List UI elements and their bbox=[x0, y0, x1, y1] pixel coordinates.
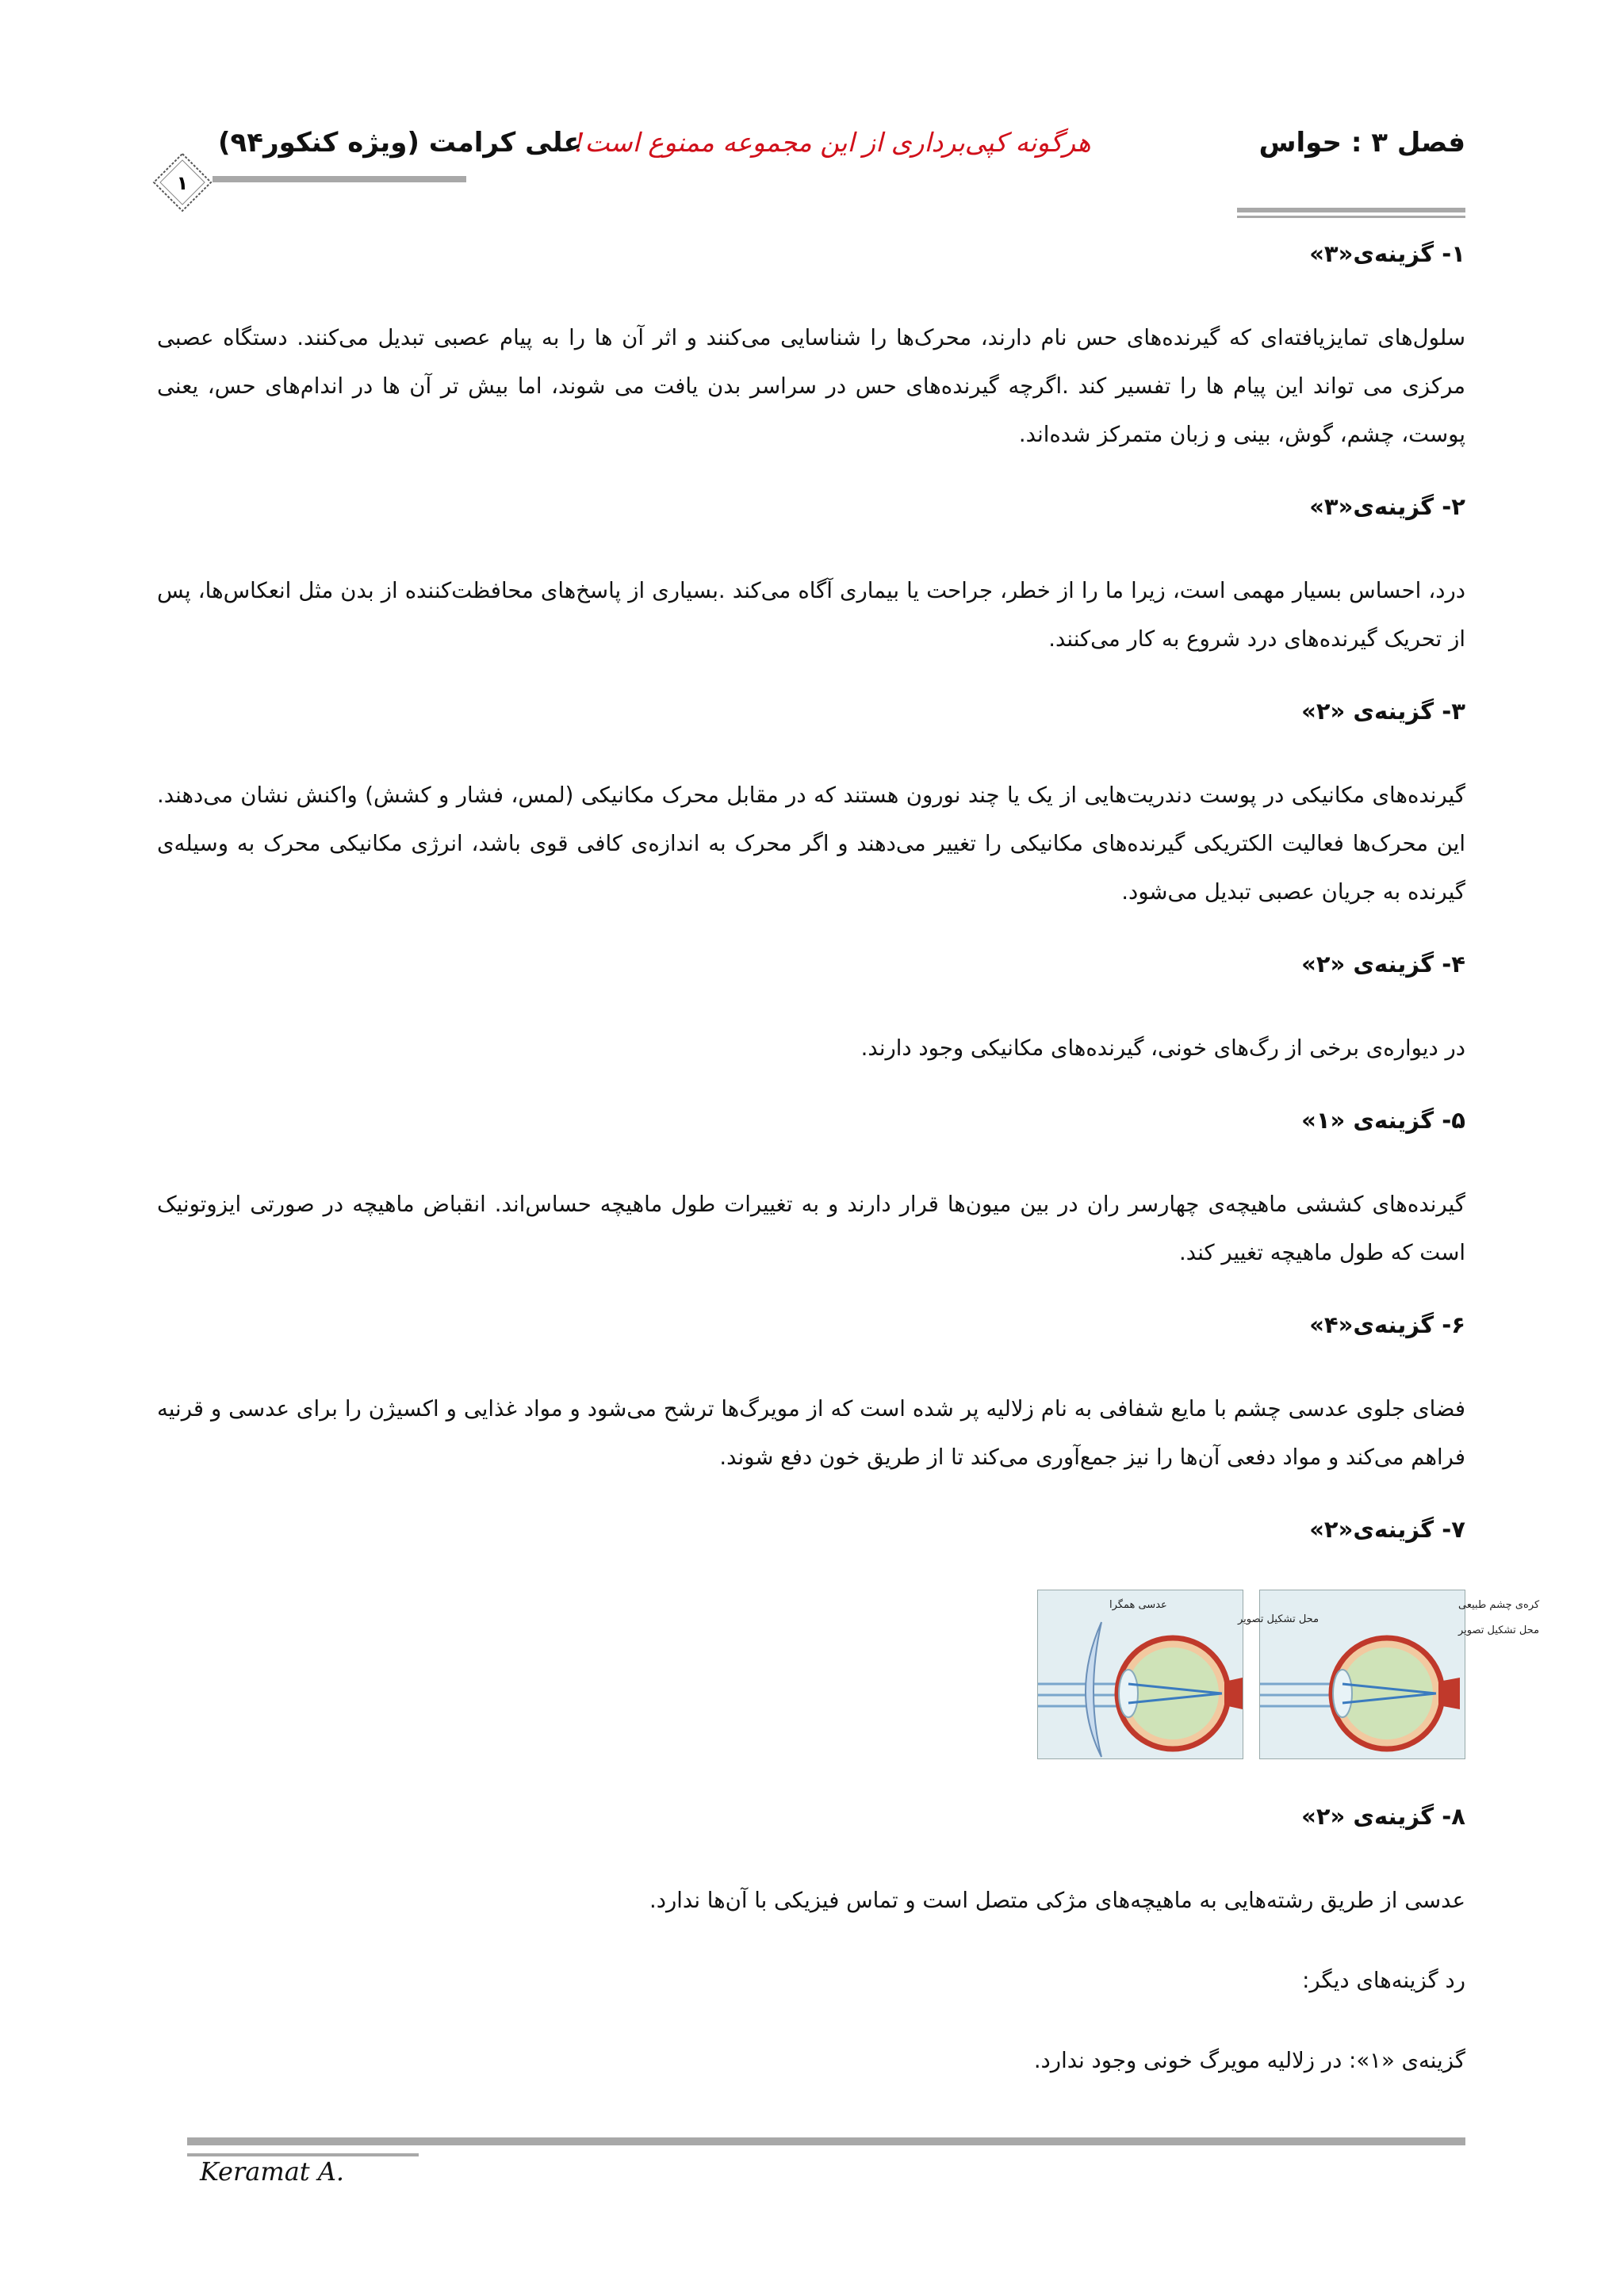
page-number-badge bbox=[151, 151, 214, 214]
figure-label: محل تشکیل تصویر bbox=[1458, 1624, 1540, 1636]
answer-paragraph: درد، احساس بسیار مهمی است، زیرا ما را از خطر، جراحت یا بیماری آگاه می‌کند .بسیاری از پاسخ‌های محافظت‌کننده از بدن مثل انعکاس‌ها، پس از تحریک گیرنده‌های درد شروع به کار می‌کنند. bbox=[157, 578, 1465, 652]
eye-figures bbox=[157, 1590, 1540, 1759]
answer-body bbox=[157, 1877, 1465, 2085]
answer-title: ۵- گزینه‌ی «۱» bbox=[1301, 1107, 1465, 1134]
footer-rule-full bbox=[187, 2137, 1465, 2145]
answer-body bbox=[157, 314, 1465, 459]
answer-body bbox=[157, 771, 1465, 916]
answer-title: ۷- گزینه‌ی«۲» bbox=[1309, 1516, 1465, 1543]
chapter-title: فصل ۳ : حواس bbox=[1258, 127, 1465, 159]
answer-title: ۴- گزینه‌ی «۲» bbox=[1301, 951, 1465, 978]
figure-label: عدسی همگرا bbox=[1109, 1599, 1167, 1611]
answer-title: ۲- گزینه‌ی«۳» bbox=[1309, 493, 1465, 520]
header-rule-right bbox=[1237, 208, 1465, 212]
author-title: علی کرامت (ویژه کنکور۹۴) bbox=[218, 127, 582, 159]
answer-paragraph: گیرنده‌های مکانیکی در پوست دندریت‌هایی از یک یا چند نورون هستند که در مقابل محرک مکانیکی (لمس، فشار و کشش) واکنش نشان می‌دهند. این محرک‌ها فعالیت الکتریکی گیرنده‌های مکانیکی را تغییر می‌دهند و اگر محرک به اندازه‌ی کافی قوی باشد، انرژی مکانیکی محرک به وسیله‌ی گیرنده به جریان عصبی تبدیل می‌شود. bbox=[157, 783, 1465, 905]
header-rule-right-2 bbox=[1237, 216, 1465, 218]
page-number: ۱ bbox=[176, 172, 189, 194]
answer-title: ۸- گزینه‌ی «۲» bbox=[1301, 1803, 1465, 1830]
answer-list bbox=[157, 238, 1540, 2117]
signature: Keramat A. bbox=[200, 2156, 345, 2187]
answer-paragraph: گیرنده‌های کششی ماهیچه‌ی چهارسر ران در بین میون‌ها قرار دارند و به تغییرات طول ماهیچه حساس‌اند. انقباض ماهیچه در صورتی ایزوتونیک است که طول ماهیچه تغییر کند. bbox=[157, 1192, 1465, 1265]
answer-paragraph: گزینه‌ی «۱»: در زلالیه مویرگ خونی وجود ندارد. bbox=[1033, 2048, 1465, 2073]
answer-paragraph: رد گزینه‌های دیگر: bbox=[1302, 1968, 1465, 1993]
answer-title: ۶- گزینه‌ی«۴» bbox=[1309, 1311, 1465, 1338]
answer-paragraph: در دیواره‌ی برخی از رگ‌های خونی، گیرنده‌های مکانیکی وجود دارند. bbox=[860, 1035, 1465, 1061]
answer-body bbox=[157, 1181, 1465, 1277]
answer-title: ۳- گزینه‌ی «۲» bbox=[1301, 698, 1465, 725]
answer-paragraph: عدسی از طریق رشته‌هایی به ماهیچه‌های مژکی متصل است و تماس فیزیکی با آن‌ها ندارد. bbox=[649, 1888, 1465, 1913]
figure-label: محل تشکیل تصویر bbox=[1238, 1613, 1320, 1625]
header-rule-left bbox=[213, 176, 466, 182]
answer-paragraph: سلول‌های تمایزیافته‌ای که گیرنده‌های حس نام دارند، محرک‌ها را شناسایی می‌کنند و اثر آن ها را به پیام عصبی تبدیل می‌کنند. دستگاه عصبی مرکزی می تواند این پیام ها را تفسیر کند .اگرچه گیرنده‌های حس در سراسر بدن یافت می شوند، اما بیش تر آن ها در اندام‌های حس، یعنی پوست، چشم، گوش، بینی و زبان متمرکز شده‌اند. bbox=[157, 325, 1465, 447]
lens-eye-figure bbox=[1037, 1590, 1320, 1759]
answer-title: ۱- گزینه‌ی«۳» bbox=[1309, 240, 1465, 267]
copyright-notice: هرگونه کپی‌برداری از این مجموعه ممنوع است! bbox=[574, 127, 1091, 158]
answer-body bbox=[157, 1385, 1465, 1482]
answer-paragraph: فضای جلوی عدسی چشم با مایع شفافی به نام زلالیه پر شده است که از مویرگ‌ها ترشح می‌شود و مواد غذایی و اکسیژن را برای عدسی و قرنیه فراهم می‌کند و مواد دفعی آن‌ها را نیز جمع‌آوری می‌کند تا از طریق خون دفع شوند. bbox=[157, 1396, 1465, 1470]
answer-body bbox=[157, 567, 1465, 664]
answer-body bbox=[157, 1024, 1465, 1073]
figure-label: کره‌ی چشم طبیعی bbox=[1458, 1599, 1540, 1611]
